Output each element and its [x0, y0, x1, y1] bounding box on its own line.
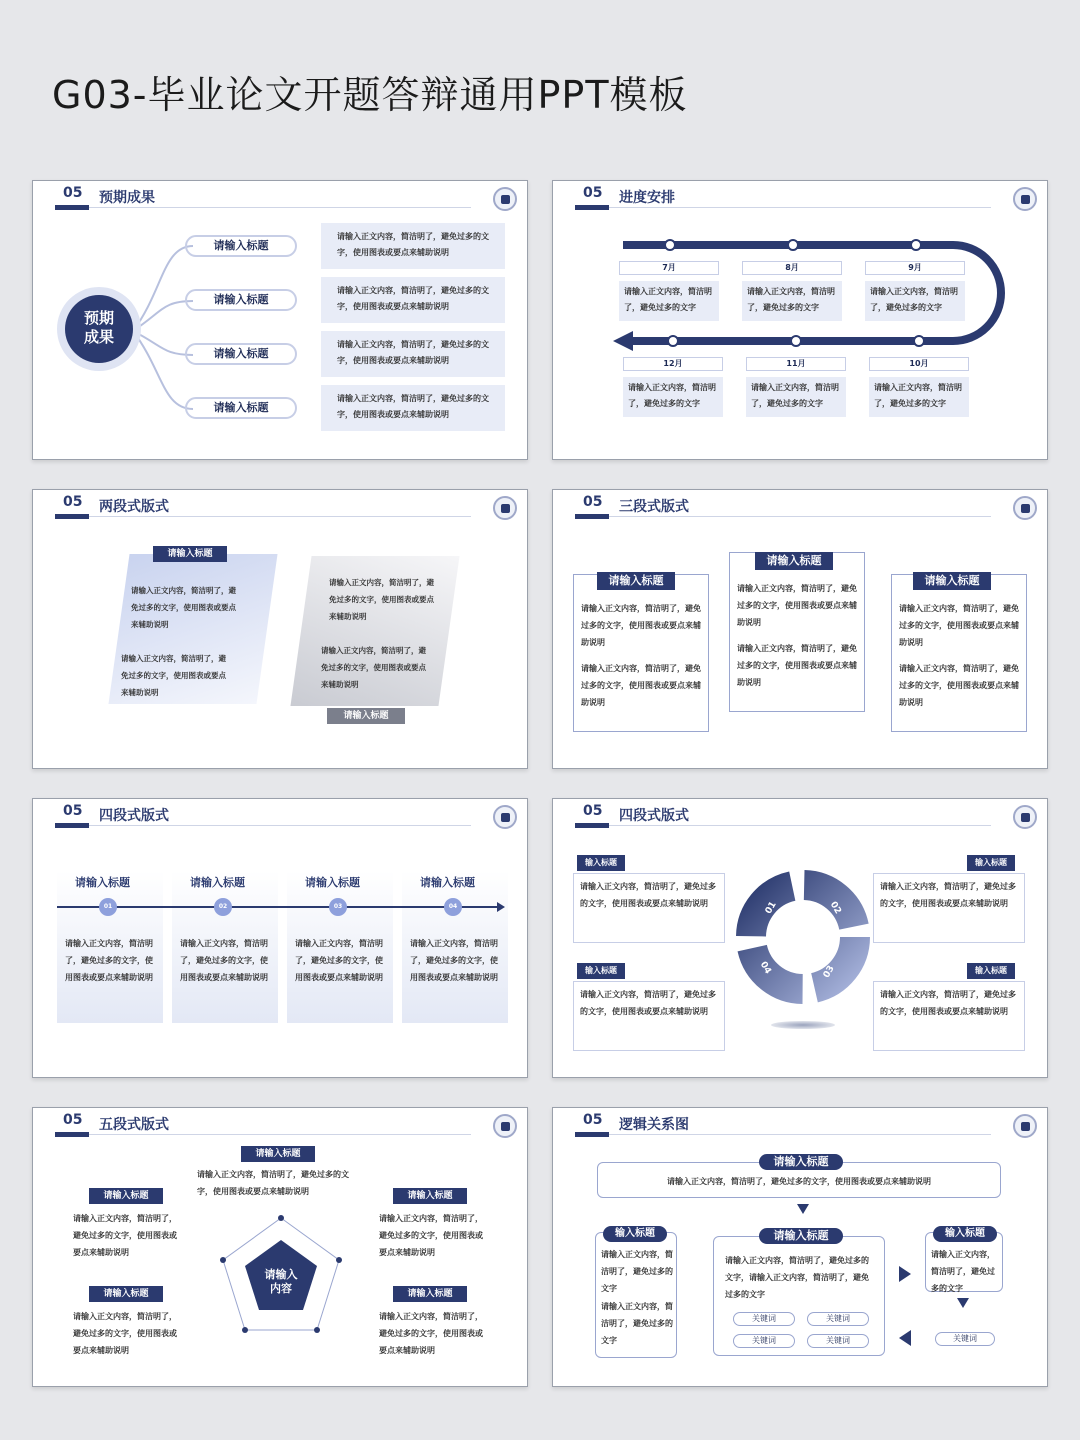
branch-label: 请输入标题 [185, 397, 297, 419]
center-node [65, 295, 133, 363]
section-label: 请输入标题 [241, 1146, 315, 1162]
month-label: 10月 [869, 357, 969, 371]
slide-number: 05 [583, 1112, 603, 1128]
month-label: 11月 [746, 357, 846, 371]
branch-label: 请输入标题 [185, 235, 297, 257]
title-bar [575, 823, 609, 828]
cycle-step: 02 [827, 900, 843, 916]
title-bar [575, 1132, 609, 1137]
slide-title: 四段式版式 [619, 808, 689, 824]
column-text: 请输入正文内容，简洁明了，避免过多的文字，使用图表或要点来辅助说明 [581, 604, 701, 647]
keyword-tag[interactable]: 关键词 [807, 1334, 869, 1348]
step-number: 01 [99, 898, 117, 916]
title-divider [89, 825, 471, 826]
month-text: 请输入正文内容，简洁明了，避免过多的文字 [869, 377, 969, 417]
section-text: 请输入正文内容，简洁明了，避免过多的文字，使用图表或要点来辅助说明 [329, 578, 434, 621]
section-text: 请输入正文内容，简洁明了，避免过多的文字，使用图表或要点来辅助说明 [73, 1312, 177, 1355]
section-label: 请输入标题 [393, 1188, 467, 1204]
section-text: 请输入正文内容，简洁明了，避免过多的文字，使用图表或要点来辅助说明 [73, 1214, 177, 1257]
branch-text-box: 请输入正文内容，简洁明了，避免过多的文字，使用图表或要点来辅助说明 [321, 223, 505, 269]
column-label: 请输入标题 [597, 572, 675, 590]
arrow-down-icon [797, 1204, 809, 1214]
step-text: 请输入正文内容，简洁明了，避免过多的文字，使用图表或要点来辅助说明 [180, 939, 268, 982]
cycle-step: 04 [757, 960, 773, 976]
left-text: 请输入正文内容，简洁明了，避免过多的文字 [601, 1250, 673, 1293]
school-logo-icon [1013, 1114, 1037, 1138]
page-title: G03-毕业论文开题答辩通用PPT模板 [52, 73, 688, 117]
quadrant-label: 输入标题 [967, 855, 1015, 871]
slide-number: 05 [583, 494, 603, 510]
slide-number: 05 [63, 1112, 83, 1128]
section-text: 请输入正文内容，简洁明了，避免过多的文字，使用图表或要点来辅助说明 [379, 1214, 483, 1257]
center-line-2: 内容 [270, 1282, 292, 1295]
step-label: 请输入标题 [75, 876, 130, 889]
timeline-line [57, 906, 503, 908]
arrow-right-icon [899, 1266, 911, 1282]
branch-text-box: 请输入正文内容，简洁明了，避免过多的文字，使用图表或要点来辅助说明 [321, 277, 505, 323]
cycle-step: 03 [821, 964, 837, 980]
branch-label: 请输入标题 [185, 289, 297, 311]
step-number: 03 [329, 898, 347, 916]
slide-title: 五段式版式 [99, 1117, 169, 1133]
slide-four-section-cycle[interactable] [552, 798, 1048, 1078]
middle-label: 请输入标题 [759, 1228, 843, 1244]
slide-title: 进度安排 [619, 190, 675, 206]
quadrant-text: 请输入正文内容，简洁明了，避免过多的文字，使用图表或要点来辅助说明 [873, 873, 1025, 943]
slide-expected-results[interactable] [32, 180, 528, 460]
slide-number: 05 [583, 803, 603, 819]
right-label: 输入标题 [933, 1226, 997, 1242]
step-label: 请输入标题 [305, 876, 360, 889]
slide-two-section[interactable] [32, 489, 528, 769]
title-bar [55, 514, 89, 519]
slide-schedule[interactable] [552, 180, 1048, 460]
month-label: 7月 [619, 261, 719, 275]
column-text: 请输入正文内容，简洁明了，避免过多的文字，使用图表或要点来辅助说明 [737, 644, 857, 687]
month-text: 请输入正文内容，简洁明了，避免过多的文字 [746, 377, 846, 417]
section-label: 请输入标题 [153, 546, 227, 562]
month-text: 请输入正文内容，简洁明了，避免过多的文字 [865, 281, 965, 321]
keyword-tag[interactable]: 关键词 [733, 1334, 795, 1348]
school-logo-icon [493, 805, 517, 829]
branch-text-box: 请输入正文内容，简洁明了，避免过多的文字，使用图表或要点来辅助说明 [321, 385, 505, 431]
step-number: 02 [214, 898, 232, 916]
column-label: 请输入标题 [913, 572, 991, 590]
keyword-tag[interactable]: 关键词 [807, 1312, 869, 1326]
keyword-tag[interactable]: 关键词 [935, 1332, 995, 1346]
title-divider [609, 516, 991, 517]
slide-title: 预期成果 [99, 190, 155, 206]
quadrant-label: 输入标题 [967, 963, 1015, 979]
section-label: 请输入标题 [89, 1286, 163, 1302]
slide-title: 三段式版式 [619, 499, 689, 515]
section-text: 请输入正文内容，简洁明了，避免过多的文字，使用图表或要点来辅助说明 [131, 586, 236, 629]
top-label: 请输入标题 [759, 1154, 843, 1170]
month-text: 请输入正文内容，简洁明了，避免过多的文字 [623, 377, 723, 417]
month-text: 请输入正文内容，简洁明了，避免过多的文字 [619, 281, 719, 321]
title-divider [609, 825, 991, 826]
slide-number: 05 [583, 185, 603, 201]
slide-title: 两段式版式 [99, 499, 169, 515]
middle-text: 请输入正文内容，简洁明了，避免过多的文字，请输入正文内容，简洁明了，避免过多的文字 [725, 1256, 869, 1299]
section-label: 请输入标题 [327, 708, 405, 724]
title-divider [89, 1134, 471, 1135]
slide-three-section[interactable] [552, 489, 1048, 769]
slide-number: 05 [63, 494, 83, 510]
school-logo-icon [493, 496, 517, 520]
column-text: 请输入正文内容，简洁明了，避免过多的文字，使用图表或要点来辅助说明 [899, 664, 1019, 707]
cycle-step: 01 [763, 900, 779, 916]
title-divider [609, 1134, 991, 1135]
title-bar [575, 514, 609, 519]
slide-logic-diagram[interactable] [552, 1107, 1048, 1387]
center-line-2: 成果 [83, 328, 114, 346]
step-label: 请输入标题 [190, 876, 245, 889]
quadrant-text: 请输入正文内容，简洁明了，避免过多的文字，使用图表或要点来辅助说明 [573, 873, 725, 943]
center-line-1: 预期 [83, 309, 114, 327]
slide-number: 05 [63, 185, 83, 201]
column-text: 请输入正文内容，简洁明了，避免过多的文字，使用图表或要点来辅助说明 [737, 584, 857, 627]
section-text: 请输入正文内容，简洁明了，避免过多的文字，使用图表或要点来辅助说明 [197, 1170, 349, 1196]
cycle-diagram [733, 869, 873, 1009]
section-text: 请输入正文内容，简洁明了，避免过多的文字，使用图表或要点来辅助说明 [321, 646, 426, 689]
step-text: 请输入正文内容，简洁明了，避免过多的文字，使用图表或要点来辅助说明 [295, 939, 383, 982]
arrow-icon [497, 902, 505, 912]
keyword-tag[interactable]: 关键词 [733, 1312, 795, 1326]
arrow-left-icon [899, 1330, 911, 1346]
left-text: 请输入正文内容，简洁明了，避免过多的文字 [601, 1302, 673, 1345]
step-label: 请输入标题 [420, 876, 475, 889]
slide-four-section-timeline[interactable] [32, 798, 528, 1078]
quadrant-label: 输入标题 [577, 963, 625, 979]
shadow [771, 1021, 835, 1029]
column-label: 请输入标题 [755, 552, 833, 570]
section-label: 请输入标题 [89, 1188, 163, 1204]
section-label: 请输入标题 [393, 1286, 467, 1302]
right-text: 请输入正文内容，简洁明了，避免过多的文字 [931, 1250, 995, 1293]
quadrant-text: 请输入正文内容，简洁明了，避免过多的文字，使用图表或要点来辅助说明 [573, 981, 725, 1051]
branch-text-box: 请输入正文内容，简洁明了，避免过多的文字，使用图表或要点来辅助说明 [321, 331, 505, 377]
school-logo-icon [1013, 805, 1037, 829]
month-label: 8月 [742, 261, 842, 275]
center-line-1: 请输入 [264, 1268, 298, 1281]
slide-title: 四段式版式 [99, 808, 169, 824]
month-text: 请输入正文内容，简洁明了，避免过多的文字 [742, 281, 842, 321]
arrow-down-icon [957, 1298, 969, 1308]
slide-five-section[interactable] [32, 1107, 528, 1387]
top-text: 请输入正文内容，简洁明了，避免过多的文字，使用图表或要点来辅助说明 [667, 1177, 931, 1186]
quadrant-text: 请输入正文内容，简洁明了，避免过多的文字，使用图表或要点来辅助说明 [873, 981, 1025, 1051]
step-text: 请输入正文内容，简洁明了，避免过多的文字，使用图表或要点来辅助说明 [410, 939, 498, 982]
section-text: 请输入正文内容，简洁明了，避免过多的文字，使用图表或要点来辅助说明 [121, 654, 226, 697]
column-text: 请输入正文内容，简洁明了，避免过多的文字，使用图表或要点来辅助说明 [899, 604, 1019, 647]
school-logo-icon [1013, 496, 1037, 520]
title-bar [55, 823, 89, 828]
section-text: 请输入正文内容，简洁明了，避免过多的文字，使用图表或要点来辅助说明 [379, 1312, 483, 1355]
step-number: 04 [444, 898, 462, 916]
branch-label: 请输入标题 [185, 343, 297, 365]
school-logo-icon [493, 1114, 517, 1138]
slide-number: 05 [63, 803, 83, 819]
quadrant-label: 输入标题 [577, 855, 625, 871]
step-text: 请输入正文内容，简洁明了，避免过多的文字，使用图表或要点来辅助说明 [65, 939, 153, 982]
pentagon-center [251, 1268, 311, 1296]
column-text: 请输入正文内容，简洁明了，避免过多的文字，使用图表或要点来辅助说明 [581, 664, 701, 707]
month-label: 12月 [623, 357, 723, 371]
title-bar [55, 1132, 89, 1137]
left-label: 输入标题 [603, 1226, 667, 1242]
slide-title: 逻辑关系图 [619, 1117, 689, 1133]
month-label: 9月 [865, 261, 965, 275]
title-divider [89, 516, 471, 517]
